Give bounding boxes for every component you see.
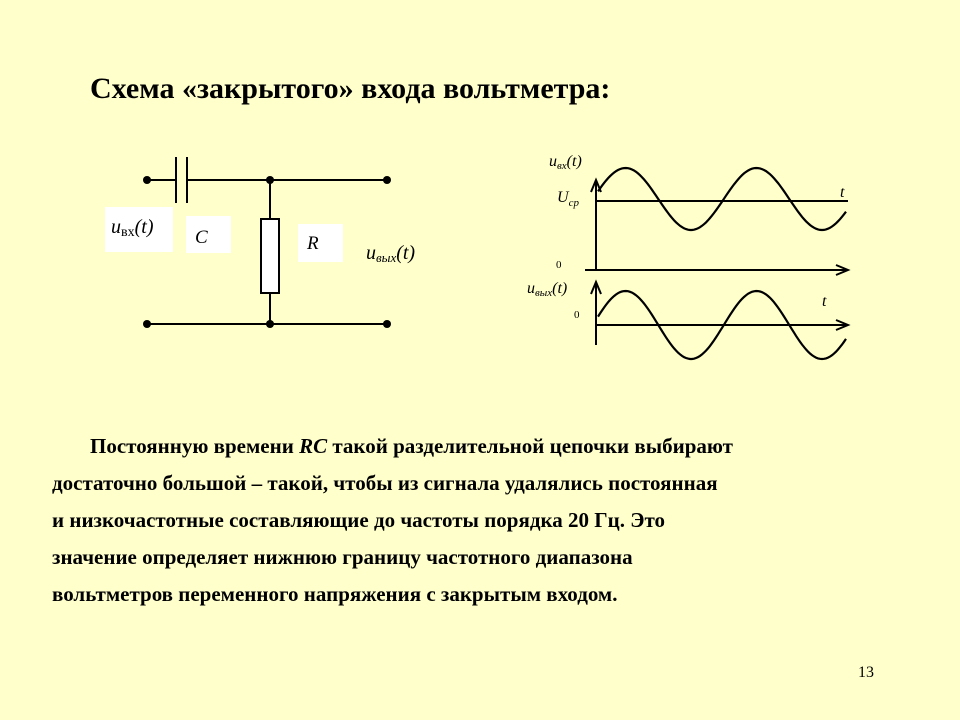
resistor — [261, 219, 279, 293]
paragraph-line-2: достаточно большой – такой, чтобы из сигнала удалялись постоянная — [52, 471, 718, 495]
bottom-graph-y-label: uвых(t) — [527, 280, 568, 299]
junction-bottom — [266, 320, 274, 328]
top-graph-zero-label: 0 — [556, 259, 562, 271]
paragraph-line-5: вольтметров переменного напряжения с закрытым входом. — [52, 582, 618, 606]
capacitor-label-box — [186, 216, 231, 253]
input-sine-wave — [598, 168, 846, 230]
resistor-label: R — [307, 233, 319, 254]
output-voltage-label: uвых(t) — [366, 242, 416, 265]
average-level-label: $U_{ср}$ — [557, 189, 579, 209]
capacitor-label: C — [195, 227, 208, 248]
bottom-graph-zero-label: 0 — [574, 309, 580, 321]
input-voltage-label: uвх(t) — [111, 216, 154, 240]
paragraph-line-1: Постоянную времени RC такой разделительной цепочки выбирают — [90, 434, 733, 458]
terminal-output-top — [383, 176, 391, 184]
terminal-input-bottom — [143, 320, 151, 328]
terminal-output-bottom — [383, 320, 391, 328]
explanation-paragraph — [52, 428, 920, 613]
top-graph-time-label: t — [840, 184, 845, 201]
paragraph-line-3: и низкочастотные составляющие до частоты порядка 20 Гц. Это — [52, 508, 665, 532]
junction-top — [266, 176, 274, 184]
resistor-label-box — [298, 224, 343, 262]
top-graph-y-label: uвх(t) — [549, 153, 582, 172]
terminal-input-top — [143, 176, 151, 184]
bottom-graph-time-label: t — [822, 293, 827, 310]
paragraph-line-4: значение определяет нижнюю границу частотного диапазона — [52, 545, 633, 569]
slide-number: 13 — [858, 664, 874, 681]
output-voltage-graph — [527, 280, 848, 359]
slide-title: Схема «закрытого» входа вольтметра: — [90, 72, 611, 105]
input-voltage-graph — [549, 153, 848, 275]
